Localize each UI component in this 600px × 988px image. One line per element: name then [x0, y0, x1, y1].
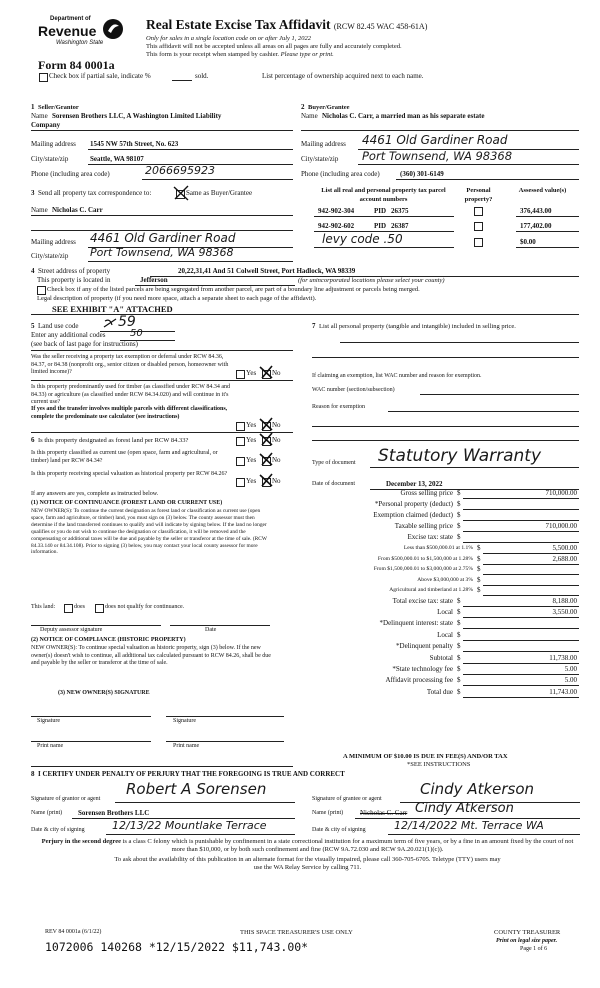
- new-owner-print-label-1: Print name: [37, 743, 64, 749]
- ownership-note: List percentage of ownership acquired next to each name.: [262, 72, 424, 80]
- tax-total-row-5-label: Subtotal: [429, 653, 453, 662]
- new-owner-print-line-2: [166, 741, 284, 742]
- logo-top-text: Department of: [50, 16, 91, 22]
- located-county[interactable]: Jefferson: [140, 276, 168, 284]
- new-owner-sig-label-1: Signature: [37, 718, 60, 724]
- value-line-2: [516, 231, 579, 232]
- same-as-buyer-label: Same as Buyer/Grantee: [186, 189, 253, 197]
- tax-total-row-6-dollar: $: [457, 664, 461, 673]
- sec6-q2-no-label: No: [272, 456, 281, 464]
- grantor-name[interactable]: Sorensen Brothers LLC: [78, 809, 150, 817]
- tax-total-row-1-dollar: $: [457, 607, 461, 616]
- new-owner-sig-line-1: [31, 716, 151, 717]
- personal-property-label: List all personal property (tangible and intangible) included in selling price.: [319, 323, 516, 330]
- tax-total-row-2-line: [463, 628, 579, 629]
- grantee-sig-label: Signature of grantee or agent: [312, 796, 382, 802]
- tax-total-row-1-label: Local: [437, 607, 453, 616]
- tax-total-row-7-dollar: $: [457, 676, 461, 685]
- tax-bracket-4-dollar: $: [477, 586, 481, 594]
- doc-date-label: Date of document: [312, 481, 355, 487]
- tax-row-4-line: [463, 542, 579, 543]
- sec5-q2: Is this property predominantly used for timber (as classified under RCW 84.34 and 84.33) or agriculture (as classified under RCW 84.34.020) and will continue in it's current use?: [31, 384, 231, 405]
- grantor-date-line: [106, 834, 295, 835]
- tax-total-row-4-line: [463, 651, 579, 652]
- section-3-text: 3 Send all property tax correspondence to:: [31, 189, 152, 197]
- legal-size-note: Print on legal size paper.: [496, 938, 558, 944]
- sec3-city-label: City/state/zip: [31, 252, 69, 260]
- struck-code-mark: [103, 317, 117, 329]
- header-line-3b: Please type or print.: [280, 51, 334, 58]
- grantee-name[interactable]: Cindy Atkerson: [415, 801, 514, 816]
- certify-text: I CERTIFY UNDER PENALTY OF PERJURY THAT THE FOREGOING IS TRUE AND CORRECT: [38, 770, 345, 778]
- tax-bracket-1-line: [483, 564, 579, 565]
- sec6-q3-no-label: No: [272, 477, 281, 485]
- sec5-q1-no-label: No: [272, 369, 281, 377]
- sec6-q2-yes[interactable]: [236, 457, 245, 466]
- exemption-label: If claiming an exemption, list WAC number and reason for exemption.: [312, 373, 482, 379]
- title-text: Real Estate Excise Tax Affidavit: [146, 17, 331, 32]
- min-due-text: A MINIMUM OF $10.00 IS DUE IN FEE(S) AND/OR TAX: [343, 753, 508, 760]
- reason-label: Reason for exemption: [312, 404, 365, 410]
- notice-2-body: NEW OWNER(S): To continue special valuation as historic property, sign (3) below. If the new owner(s) doesn't wish to continue, all additional tax calculated pursuant to RCW 84.26, shall be due and payable by the seller or transferor at the time of sale.: [31, 645, 271, 666]
- correspondence-label: Send all property tax correspondence to:: [38, 189, 152, 197]
- levy-code[interactable]: levy code .50: [322, 232, 403, 246]
- seller-phone-label: Phone (including area code): [31, 170, 110, 178]
- tax-total-row-4-dollar: $: [457, 642, 461, 651]
- tax-total-row-8-dollar: $: [457, 687, 461, 696]
- tax-bracket-0-label: Less than $500,000.01 at 1.1%: [403, 545, 473, 551]
- logo-word: Revenue: [38, 23, 97, 39]
- header-line-3: [146, 50, 334, 59]
- legal-desc-label: Legal description of property (if you need more space, attach a separate sheet to each page of the affidavit).: [37, 295, 317, 302]
- partial-sale-label: Check box if partial sale, indicate %: [49, 72, 151, 80]
- sec5-q2b: If yes and the transfer involves multiple parcels with different classifications, complete the predominate use calculator (see instructions): [31, 406, 228, 420]
- property-address[interactable]: 20,22,31,41 And 51 Colwell Street, Port Hadlock, WA 98339: [178, 267, 356, 275]
- buyer-phone-line: [396, 179, 579, 180]
- treasurer-stamp: 1072006 140268 *12/15/2022 $11,743.00*: [45, 940, 309, 954]
- does-not-label: does not qualify for continuance.: [105, 604, 185, 610]
- doc-type-label: Type of document: [312, 460, 356, 466]
- seller-city[interactable]: Seattle, WA 98107: [90, 155, 144, 163]
- reason-line-2: [312, 426, 579, 427]
- sec5-q1-yes[interactable]: [236, 370, 245, 379]
- seller-mail-label: Mailing address: [31, 140, 76, 148]
- seller-mail[interactable]: 1545 NW 57th Street, No. 623: [90, 140, 179, 148]
- sec6-q3: Is this property receiving special valuation as historical property per RCW 84.26?: [31, 471, 228, 477]
- parcel-pid-label-1: PID: [374, 207, 387, 215]
- wac-label: WAC number (section/subsection): [312, 387, 395, 393]
- parcel-col-1: List all real and personal property tax parcel account numbers: [321, 187, 446, 203]
- buyer-head: Buyer/Grantee: [308, 104, 350, 111]
- tax-row-0-amount[interactable]: 710,000.00: [545, 489, 577, 497]
- tax-row-3-label: Taxable selling price: [394, 522, 453, 530]
- does-label: does: [74, 604, 85, 610]
- seller-city-label: City/state/zip: [31, 155, 69, 163]
- addl-codes-label: Enter any additional codes: [31, 331, 106, 339]
- tax-row-2-dollar: $: [457, 511, 461, 519]
- wac-line: [420, 394, 579, 395]
- reason-line-3: [312, 440, 579, 441]
- sec6-q1-no-label: No: [272, 436, 281, 444]
- section-8-head: 8 I CERTIFY UNDER PENALTY OF PERJURY THAT THE FOREGOING IS TRUE AND CORRECT: [31, 770, 345, 778]
- tax-row-1-dollar: $: [457, 500, 461, 508]
- sec6-divider: [31, 432, 293, 433]
- grantee-signature[interactable]: Cindy Atkerson: [420, 780, 535, 798]
- section-5-label: 5 Land use code: [31, 322, 79, 330]
- tax-total-row-3-label: Local: [437, 630, 453, 639]
- tax-row-4-label: Excise tax: state: [407, 533, 453, 541]
- buyer-city-line: [358, 164, 579, 165]
- sec5-q2-no-label: No: [272, 421, 281, 429]
- sec8-top-line: [31, 766, 293, 767]
- seller-name[interactable]: Sorensen Brothers LLC, A Washington Limited Liability: [52, 112, 222, 120]
- personal-property-checkbox-3[interactable]: [474, 238, 483, 247]
- section-1-head: 1 Seller/Grantor: [31, 103, 79, 111]
- grantee-date-label: Date & city of signing: [312, 827, 366, 833]
- legal-desc-line: [31, 314, 579, 315]
- grantor-date-label: Date & city of signing: [31, 827, 85, 833]
- buyer-city[interactable]: Port Townsend, WA 98368: [362, 149, 513, 163]
- sec3-city-line: [88, 261, 293, 262]
- buyer-mail-label: Mailing address: [301, 140, 346, 148]
- tax-row-3-line: [463, 531, 579, 532]
- tax-bracket-2-dollar: $: [477, 565, 481, 573]
- section-4-label: 4 Street address of property: [31, 267, 111, 275]
- tax-total-row-7-amount[interactable]: 5.00: [564, 676, 577, 685]
- section-2-head: 2 Buyer/Grantee: [301, 103, 350, 111]
- see-instructions: *SEE INSTRUCTIONS: [407, 761, 471, 768]
- sec6-q1-yes-label: Yes: [246, 436, 257, 444]
- tax-total-row-6-label: *State technology fee: [392, 664, 453, 673]
- new-owner-sig-line-2: [166, 716, 284, 717]
- grantee-date[interactable]: 12/14/2022 Mt. Terrace WA: [394, 819, 544, 832]
- sec5-q1-yes-label: Yes: [246, 369, 257, 377]
- tax-total-row-2-dollar: $: [457, 619, 461, 628]
- buyer-phone-label: Phone (including area code): [301, 170, 380, 178]
- tax-total-row-4-label: *Delinquent penalty: [396, 642, 453, 651]
- exhibit-text[interactable]: SEE EXHIBIT "A" ATTACHED: [52, 304, 173, 314]
- sec5-divider: [31, 350, 293, 351]
- value-line-1: [516, 216, 579, 217]
- tax-bracket-2-line: [483, 574, 579, 575]
- sec7-line-1: [340, 342, 579, 343]
- tax-total-row-0-dollar: $: [457, 596, 461, 605]
- tax-total-row-3-dollar: $: [457, 630, 461, 639]
- sec3-name[interactable]: Nicholas C. Carr: [52, 206, 103, 214]
- tax-total-row-8-label: Total due: [426, 687, 453, 696]
- tax-bracket-3-dollar: $: [477, 575, 481, 584]
- tax-row-3-amount[interactable]: 710,000.00: [545, 522, 577, 530]
- parcel-pid-label-2: PID: [374, 222, 387, 230]
- grantor-sig-label: Signature of grantor or agent: [31, 796, 101, 802]
- rev-number: REV 84 0001a (6/1/22): [45, 929, 102, 935]
- grantor-sig-line: [115, 802, 295, 803]
- header-line-2: This affidavit will not be accepted unless all areas on all pages are fully and accurately completed.: [146, 43, 402, 50]
- buyer-name-line: [301, 130, 579, 131]
- tax-row-0-dollar: $: [457, 489, 461, 497]
- partial-sold-label: sold.: [195, 72, 209, 80]
- reason-line-1: [388, 411, 579, 412]
- doc-type[interactable]: Statutory Warranty: [378, 446, 542, 466]
- land-use-code[interactable]: 59: [118, 314, 136, 330]
- parcel-col-2: Personal property?: [464, 187, 493, 203]
- located-label: This property is located in: [37, 276, 111, 284]
- tax-total-row-7-label: Affidavit processing fee: [385, 676, 453, 685]
- personal-property-checkbox-1[interactable]: [474, 207, 483, 216]
- header-line-3a: This form is your receipt when stamped by cashier.: [146, 51, 280, 58]
- sec5-see: (see back of last page for instructions): [31, 340, 138, 348]
- title-rcw: (RCW 82.45 WAC 458-61A): [333, 22, 428, 31]
- sec5-q2-yes-label: Yes: [246, 421, 257, 429]
- form-number: Form 84 0001a: [38, 58, 115, 72]
- wa-seal-icon: [102, 18, 124, 40]
- personal-property-checkbox-2[interactable]: [474, 222, 483, 231]
- grantor-date[interactable]: 12/13/22 Mountlake Terrace: [112, 819, 267, 832]
- parcel-line-1: [314, 216, 454, 217]
- deputy-date-label: Date: [205, 627, 217, 633]
- buyer-name-label: Name: [301, 112, 318, 120]
- revenue-logo: [38, 16, 123, 50]
- new-owner-print-line-1: [31, 741, 151, 742]
- levy-value[interactable]: $0.00: [520, 238, 536, 246]
- notice-1-body: NEW OWNER(S): To continue the current designation as forest land or classification as current use (open space, farm and agriculture, or timber) land, you must sign on (3) below. The county assessor must then determine if the land transferred continues to qualify and will indicate by signing below. If the land no longer qualifies or you do not wish to continue the designation or classification, it will be removed and the compensating or additional taxes will be due and payable by the seller or transferor at the time of sale. (RCW 84.33.140 or 84.34.108). Prior to signing (3) below, you may contact your local county assessor for more information.: [31, 508, 267, 556]
- page-number: Page 1 of 6: [520, 946, 548, 952]
- tax-total-row-5-amount[interactable]: 11,738.00: [549, 653, 577, 662]
- buyer-name[interactable]: Nicholas C. Carr, a married man as his separate estate: [322, 112, 485, 120]
- sec6-q2-yes-label: Yes: [246, 456, 257, 464]
- tax-row-4-dollar: $: [457, 533, 461, 541]
- sec6-if-yes: If any answers are yes, complete as instructed below.: [31, 491, 159, 497]
- perjury-text: is a class C felony which is punishable by confinement in a state correctional institution for a maximum term of five years, or by a fine in an amount fixed by the court of not more than $10,000, or by both such confinement and fine (RCW 9A.72.030 and RCW 9A.20.021(1)(c)).: [122, 838, 574, 853]
- parcel-pid-1[interactable]: 26375: [391, 207, 409, 215]
- grantor-name-label: Name (print): [31, 810, 63, 816]
- tax-bracket-4-label: Agricultural and timberland at 1.28%: [389, 587, 473, 593]
- assessed-value-2[interactable]: 177,402.00: [520, 222, 552, 230]
- grantee-date-line: [388, 834, 580, 835]
- seller-name-2: Company: [31, 121, 61, 129]
- tax-row-2-label: Exemption claimed (deduct): [373, 511, 453, 519]
- tax-total-row-5-line: [463, 663, 579, 664]
- tax-row-3-dollar: $: [457, 522, 461, 530]
- sec7-line-2: [312, 357, 579, 358]
- parcel-col-3: Assessed value(s): [518, 187, 567, 194]
- seller-mail-line: [88, 149, 293, 150]
- tax-total-row-6-line: [463, 674, 579, 675]
- tax-bracket-0-amount[interactable]: 5,500.00: [552, 544, 577, 552]
- addl-codes[interactable]: 50: [130, 328, 143, 339]
- parcel-line-3: [314, 247, 454, 248]
- notice-1-head: (1) NOTICE OF CONTINUANCE (FOREST LAND OR CURRENT USE): [31, 500, 223, 506]
- tax-row-1-label: *Personal property (deduct): [374, 500, 453, 508]
- new-owner-sig-label-2: Signature: [173, 718, 196, 724]
- sec5-divider-2: [31, 380, 293, 381]
- parcel-acct-1[interactable]: 942-902-304: [318, 207, 355, 215]
- tax-row-0-line: [463, 498, 579, 499]
- doc-date[interactable]: December 13, 2022: [386, 480, 443, 488]
- tax-bracket-1-amount[interactable]: 2,688.00: [552, 554, 577, 563]
- sec5-q1: Was the seller receiving a property tax exemption or deferral under RCW 84.36, 84.37, or 84.38 (nonprofit org., senior citizen or disabled person, homeowner with limited income)?: [31, 354, 229, 375]
- value-line-3: [516, 247, 579, 248]
- perjury-notice: [40, 838, 575, 854]
- tax-bracket-1-dollar: $: [477, 554, 481, 563]
- tax-total-row-0-amount[interactable]: 8,188.00: [552, 596, 577, 605]
- buyer-mail[interactable]: 4461 Old Gardiner Road: [362, 133, 508, 147]
- grantee-name-struck: Nicholas C. Carr: [360, 809, 408, 817]
- buyer-phone[interactable]: (360) 301-6149: [400, 170, 444, 178]
- does-not-qualify-checkbox[interactable]: [95, 604, 104, 613]
- sec6-q1: 6 Is this property designated as forest land per RCW 84.33?: [31, 436, 189, 444]
- sec6-q3-yes-label: Yes: [246, 477, 257, 485]
- seller-name-line: [31, 130, 293, 131]
- sec3-mail-label: Mailing address: [31, 238, 76, 246]
- notice-2-head: (2) NOTICE OF COMPLIANCE (HISTORIC PROPERTY): [31, 637, 186, 643]
- tax-bracket-3-line: [483, 585, 579, 586]
- header-line-1: Only for sales in a single location code on or after July 1, 2022: [146, 35, 312, 42]
- deputy-date-line: [170, 625, 270, 626]
- tax-bracket-2-label: From $1,500,000.01 to $3,000,000 at 2.75%: [373, 566, 473, 572]
- parcel-acct-2[interactable]: 942-902-602: [318, 222, 355, 230]
- sec6-q2: Is this property classified as current use (open space, farm and agricultural, or timber) land per RCW 84.34?: [31, 450, 218, 464]
- tax-total-row-8-amount[interactable]: 11,743.00: [549, 687, 577, 696]
- tax-row-0-label: Gross selling price: [400, 489, 453, 497]
- seller-name-label: Name: [31, 112, 48, 120]
- sec3-name-line: [31, 215, 293, 216]
- seller-phone-line: [142, 179, 293, 180]
- seller-phone[interactable]: 2066695923: [145, 164, 215, 177]
- tax-bracket-0-dollar: $: [477, 544, 481, 552]
- tax-total-row-3-line: [463, 640, 579, 641]
- tax-row-1-line: [463, 509, 579, 510]
- does-qualify-checkbox[interactable]: [64, 604, 73, 613]
- grantee-name-label: Name (print): [312, 810, 344, 816]
- sec3-mail[interactable]: 4461 Old Gardiner Road: [90, 231, 236, 245]
- new-owner-print-label-2: Print name: [173, 743, 200, 749]
- sec6-q1-text: Is this property designated as forest land per RCW 84.33?: [38, 437, 189, 444]
- this-land-label: This land:: [31, 604, 56, 610]
- deputy-sig-label: Deputy assessor signature: [40, 627, 103, 633]
- street-address-label: Street address of property: [38, 267, 111, 275]
- parcel-pid-2[interactable]: 26387: [391, 222, 409, 230]
- segregation-label: Check box if any of the listed parcels are being segregated from another parcel, are part of a boundary line adjustment or parcels being merged.: [47, 286, 420, 293]
- treasurer-use: THIS SPACE TREASURER'S USE ONLY: [240, 929, 353, 936]
- tax-total-row-1-amount[interactable]: 3,550.00: [552, 607, 577, 616]
- tax-total-row-0-line: [463, 606, 579, 607]
- tax-total-row-6-amount[interactable]: 5.00: [564, 664, 577, 673]
- deputy-sig-line: [31, 625, 161, 626]
- alt-format-notice: To ask about the availability of this publication in an alternate format for the visually impaired, please call 360-705-6705. Teletype (TTY) users may use the WA Relay Service by calling 711.: [114, 856, 501, 871]
- tax-total-row-2-label: *Delinquent interest: state: [379, 619, 453, 628]
- land-use-label: Land use code: [38, 322, 79, 330]
- sec6-q1-yes[interactable]: [236, 437, 245, 446]
- tax-total-row-7-line: [463, 685, 579, 686]
- notice-3-head: (3) NEW OWNER(S) SIGNATURE: [58, 690, 150, 696]
- perjury-bold: Perjury in the second degree: [41, 838, 121, 845]
- county-treasurer: COUNTY TREASURER: [494, 929, 561, 936]
- tax-total-row-5-dollar: $: [457, 653, 461, 662]
- tax-total-row-1-line: [463, 617, 579, 618]
- assessed-value-1[interactable]: 376,443.00: [520, 207, 552, 215]
- tax-total-row-8-line: [463, 697, 579, 698]
- sec3-city[interactable]: Port Townsend, WA 98368: [90, 246, 234, 259]
- grantor-signature[interactable]: Robert A Sorensen: [126, 780, 267, 798]
- tax-bracket-1-label: From $500,000.01 to $1,500,000 at 1.28%: [377, 555, 473, 562]
- doc-type-line: [370, 467, 579, 468]
- section-7-text: 7 List all personal property (tangible and intangible) included in selling price.: [312, 322, 516, 330]
- partial-percent-line[interactable]: [172, 80, 192, 81]
- seller-head: Seller/Grantor: [38, 104, 79, 111]
- partial-sale-checkbox[interactable]: [39, 73, 48, 82]
- logo-bottom-text: Washington State: [56, 40, 104, 46]
- sec5-q2-yes[interactable]: [236, 422, 245, 431]
- tax-bracket-3-label: Above $3,000,000 at 3%: [417, 576, 473, 583]
- sec6-q3-yes[interactable]: [236, 478, 245, 487]
- tax-total-row-0-label: Total excise tax: state: [392, 596, 453, 605]
- form-title: [146, 17, 427, 33]
- tax-row-2-line: [463, 520, 579, 521]
- buyer-city-label: City/state/zip: [301, 155, 339, 163]
- sec3-name-label: Name: [31, 206, 48, 214]
- unincorp-note: (for unincorporated locations please select your county): [298, 277, 445, 284]
